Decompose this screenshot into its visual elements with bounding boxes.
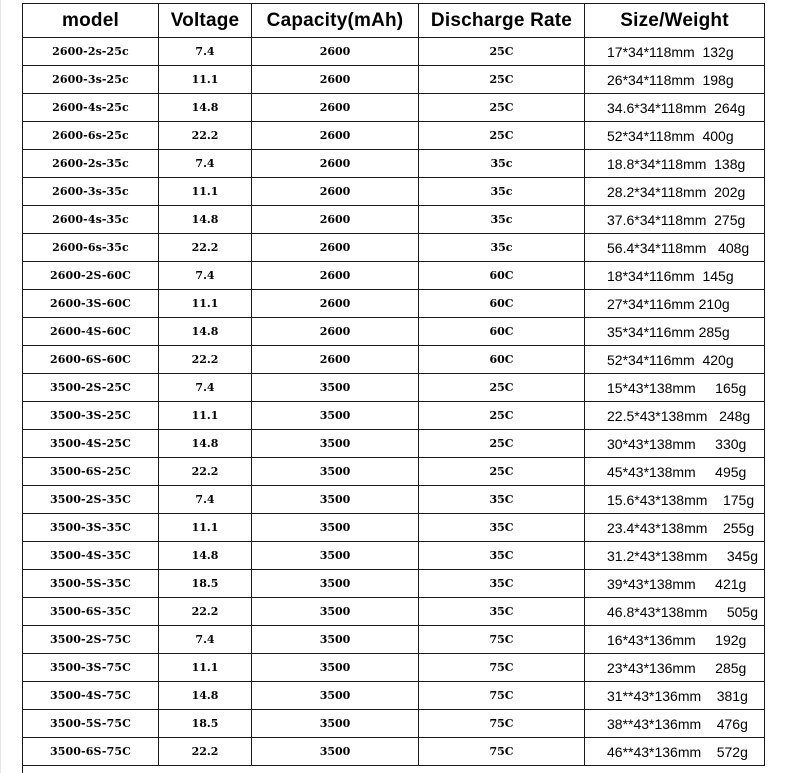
table-row <box>23 570 765 598</box>
size-weight-cell[interactable]: 18*34*116mm 145g <box>585 262 765 290</box>
table-row <box>23 206 765 234</box>
capacity-cell[interactable]: 3500 <box>252 570 419 598</box>
model-cell[interactable]: 3500-5S-35C <box>23 570 159 598</box>
voltage-cell[interactable]: 7.4 <box>159 38 252 66</box>
model-cell[interactable]: 2600-3s-35c <box>23 178 159 206</box>
table-row <box>23 738 765 766</box>
discharge-rate-cell[interactable]: 35C <box>419 598 585 626</box>
discharge-rate-cell[interactable]: 60C <box>419 262 585 290</box>
discharge-rate-cell[interactable]: 25C <box>419 374 585 402</box>
table-row <box>23 94 765 122</box>
size-weight-cell[interactable]: 27*34*116mm 210g <box>585 290 765 318</box>
size-weight-cell[interactable]: 35*34*116mm 285g <box>585 318 765 346</box>
header-row <box>23 4 765 38</box>
voltage-cell[interactable]: 14.8 <box>159 94 252 122</box>
discharge-rate-cell[interactable]: 35c <box>419 150 585 178</box>
next-row-edge <box>22 766 764 773</box>
capacity-cell[interactable]: 3500 <box>252 430 419 458</box>
capacity-cell[interactable]: 3500 <box>252 458 419 486</box>
discharge-rate-cell[interactable]: 25C <box>419 38 585 66</box>
voltage-cell[interactable]: 18.5 <box>159 710 252 738</box>
table-row <box>23 710 765 738</box>
model-cell[interactable]: 3500-3S-25C <box>23 402 159 430</box>
capacity-cell[interactable]: 3500 <box>252 542 419 570</box>
table-row <box>23 374 765 402</box>
size-weight-cell[interactable]: 15*43*138mm 165g <box>585 374 765 402</box>
capacity-cell[interactable]: 3500 <box>252 374 419 402</box>
model-cell[interactable]: 3500-6S-75C <box>23 738 159 766</box>
voltage-cell[interactable]: 11.1 <box>159 514 252 542</box>
table-row <box>23 262 765 290</box>
table-row <box>23 598 765 626</box>
table-row <box>23 486 765 514</box>
model-cell[interactable]: 3500-4S-35C <box>23 542 159 570</box>
header-size-weight[interactable]: Size/Weight <box>585 4 765 38</box>
table-row <box>23 122 765 150</box>
discharge-rate-cell[interactable]: 35C <box>419 542 585 570</box>
table-row <box>23 542 765 570</box>
discharge-rate-cell[interactable]: 35c <box>419 178 585 206</box>
model-cell[interactable]: 2600-6s-35c <box>23 234 159 262</box>
capacity-cell[interactable]: 3500 <box>252 738 419 766</box>
header-capacity[interactable]: Capacity(mAh) <box>252 4 419 38</box>
model-cell[interactable]: 3500-2S-25C <box>23 374 159 402</box>
voltage-cell[interactable]: 11.1 <box>159 178 252 206</box>
model-cell[interactable]: 3500-4S-25C <box>23 430 159 458</box>
discharge-rate-cell[interactable]: 75C <box>419 710 585 738</box>
table-row <box>23 430 765 458</box>
table-row <box>23 682 765 710</box>
discharge-rate-cell[interactable]: 35c <box>419 234 585 262</box>
voltage-cell[interactable]: 11.1 <box>159 402 252 430</box>
table-row <box>23 458 765 486</box>
capacity-cell[interactable]: 3500 <box>252 626 419 654</box>
model-cell[interactable]: 3500-3S-35C <box>23 514 159 542</box>
table-row <box>23 346 765 374</box>
voltage-cell[interactable]: 7.4 <box>159 262 252 290</box>
voltage-cell[interactable]: 18.5 <box>159 570 252 598</box>
discharge-rate-cell[interactable]: 25C <box>419 458 585 486</box>
discharge-rate-cell[interactable]: 25C <box>419 402 585 430</box>
model-cell[interactable]: 2600-2s-35c <box>23 150 159 178</box>
capacity-cell[interactable]: 2600 <box>252 262 419 290</box>
voltage-cell[interactable]: 11.1 <box>159 66 252 94</box>
discharge-rate-cell[interactable]: 35C <box>419 514 585 542</box>
capacity-cell[interactable]: 3500 <box>252 654 419 682</box>
model-cell[interactable]: 2600-2s-25c <box>23 38 159 66</box>
discharge-rate-cell[interactable]: 75C <box>419 654 585 682</box>
voltage-cell[interactable]: 11.1 <box>159 654 252 682</box>
header-discharge-rate[interactable]: Discharge Rate <box>419 4 585 38</box>
capacity-cell[interactable]: 2600 <box>252 94 419 122</box>
table-row <box>23 38 765 66</box>
model-cell[interactable]: 2600-6S-60C <box>23 346 159 374</box>
capacity-cell[interactable]: 3500 <box>252 486 419 514</box>
discharge-rate-cell[interactable]: 60C <box>419 318 585 346</box>
size-weight-cell[interactable]: 52*34*118mm 400g <box>585 122 765 150</box>
model-cell[interactable]: 3500-2S-35C <box>23 486 159 514</box>
discharge-rate-cell[interactable]: 60C <box>419 346 585 374</box>
table-row <box>23 290 765 318</box>
table-row <box>23 514 765 542</box>
voltage-cell[interactable]: 14.8 <box>159 430 252 458</box>
voltage-cell[interactable]: 7.4 <box>159 486 252 514</box>
capacity-cell[interactable]: 3500 <box>252 598 419 626</box>
size-weight-cell[interactable]: 23.4*43*138mm 255g <box>585 514 765 542</box>
discharge-rate-cell[interactable]: 60C <box>419 290 585 318</box>
size-weight-cell[interactable]: 31.2*43*138mm 345g <box>585 542 765 570</box>
size-weight-cell[interactable]: 39*43*138mm 421g <box>585 570 765 598</box>
voltage-cell[interactable]: 22.2 <box>159 122 252 150</box>
capacity-cell[interactable]: 2600 <box>252 122 419 150</box>
size-weight-cell[interactable]: 28.2*34*118mm 202g <box>585 178 765 206</box>
model-cell[interactable]: 2600-4s-35c <box>23 206 159 234</box>
capacity-cell[interactable]: 2600 <box>252 318 419 346</box>
table-row <box>23 178 765 206</box>
header-voltage[interactable]: Voltage <box>159 4 252 38</box>
table-row <box>23 654 765 682</box>
model-cell[interactable]: 2600-3S-60C <box>23 290 159 318</box>
capacity-cell[interactable]: 2600 <box>252 290 419 318</box>
size-weight-cell[interactable]: 34.6*34*118mm 264g <box>585 94 765 122</box>
capacity-cell[interactable]: 3500 <box>252 402 419 430</box>
model-cell[interactable]: 3500-4S-75C <box>23 682 159 710</box>
voltage-cell[interactable]: 22.2 <box>159 234 252 262</box>
capacity-cell[interactable]: 2600 <box>252 38 419 66</box>
size-weight-cell[interactable]: 30*43*138mm 330g <box>585 430 765 458</box>
model-cell[interactable]: 2600-4s-25c <box>23 94 159 122</box>
voltage-cell[interactable]: 11.1 <box>159 290 252 318</box>
capacity-cell[interactable]: 2600 <box>252 346 419 374</box>
model-cell[interactable]: 3500-3S-75C <box>23 654 159 682</box>
capacity-cell[interactable]: 2600 <box>252 234 419 262</box>
table-row <box>23 150 765 178</box>
size-weight-cell[interactable]: 22.5*43*138mm 248g <box>585 402 765 430</box>
voltage-cell[interactable]: 14.8 <box>159 318 252 346</box>
discharge-rate-cell[interactable]: 25C <box>419 94 585 122</box>
size-weight-cell[interactable]: 18.8*34*118mm 138g <box>585 150 765 178</box>
model-cell[interactable]: 3500-5S-75C <box>23 710 159 738</box>
model-cell[interactable]: 3500-6S-35C <box>23 598 159 626</box>
table-row <box>23 318 765 346</box>
header-model[interactable]: model <box>23 4 159 38</box>
model-cell[interactable]: 2600-6s-25c <box>23 122 159 150</box>
voltage-cell[interactable]: 14.8 <box>159 682 252 710</box>
table-row <box>23 66 765 94</box>
discharge-rate-cell[interactable]: 35C <box>419 570 585 598</box>
size-weight-cell[interactable]: 52*34*116mm 420g <box>585 346 765 374</box>
capacity-cell[interactable]: 3500 <box>252 710 419 738</box>
voltage-cell[interactable]: 7.4 <box>159 374 252 402</box>
capacity-cell[interactable]: 2600 <box>252 206 419 234</box>
model-cell[interactable]: 3500-6S-25C <box>23 458 159 486</box>
size-weight-cell[interactable]: 45*43*138mm 495g <box>585 458 765 486</box>
capacity-cell[interactable]: 2600 <box>252 150 419 178</box>
table-body <box>23 38 765 766</box>
voltage-cell[interactable]: 7.4 <box>159 626 252 654</box>
discharge-rate-cell[interactable]: 25C <box>419 66 585 94</box>
voltage-cell[interactable]: 14.8 <box>159 206 252 234</box>
discharge-rate-cell[interactable]: 35C <box>419 486 585 514</box>
size-weight-cell[interactable]: 16*43*136mm 192g <box>585 626 765 654</box>
size-weight-cell[interactable]: 15.6*43*138mm 175g <box>585 486 765 514</box>
table-row <box>23 402 765 430</box>
model-cell[interactable]: 3500-2S-75C <box>23 626 159 654</box>
discharge-rate-cell[interactable]: 75C <box>419 682 585 710</box>
size-weight-cell[interactable]: 46.8*43*138mm 505g <box>585 598 765 626</box>
size-weight-cell[interactable]: 38**43*136mm 476g <box>585 710 765 738</box>
model-cell[interactable]: 2600-4S-60C <box>23 318 159 346</box>
table-row <box>23 234 765 262</box>
voltage-cell[interactable]: 14.8 <box>159 542 252 570</box>
model-cell[interactable]: 2600-2S-60C <box>23 262 159 290</box>
size-weight-cell[interactable]: 26*34*118mm 198g <box>585 66 765 94</box>
capacity-cell[interactable]: 3500 <box>252 682 419 710</box>
discharge-rate-cell[interactable]: 25C <box>419 430 585 458</box>
size-weight-cell[interactable]: 46**43*136mm 572g <box>585 738 765 766</box>
discharge-rate-cell[interactable]: 75C <box>419 738 585 766</box>
size-weight-cell[interactable]: 23*43*136mm 285g <box>585 654 765 682</box>
model-cell[interactable]: 2600-3s-25c <box>23 66 159 94</box>
discharge-rate-cell[interactable]: 75C <box>419 626 585 654</box>
size-weight-cell[interactable]: 56.4*34*118mm 408g <box>585 234 765 262</box>
voltage-cell[interactable]: 22.2 <box>159 346 252 374</box>
capacity-cell[interactable]: 3500 <box>252 514 419 542</box>
table-row <box>23 626 765 654</box>
size-weight-cell[interactable]: 37.6*34*118mm 275g <box>585 206 765 234</box>
capacity-cell[interactable]: 2600 <box>252 178 419 206</box>
battery-spec-table <box>22 3 765 766</box>
size-weight-cell[interactable]: 17*34*118mm 132g <box>585 38 765 66</box>
discharge-rate-cell[interactable]: 35c <box>419 206 585 234</box>
voltage-cell[interactable]: 22.2 <box>159 458 252 486</box>
capacity-cell[interactable]: 2600 <box>252 66 419 94</box>
voltage-cell[interactable]: 22.2 <box>159 598 252 626</box>
size-weight-cell[interactable]: 31**43*136mm 381g <box>585 682 765 710</box>
discharge-rate-cell[interactable]: 25C <box>419 122 585 150</box>
voltage-cell[interactable]: 7.4 <box>159 150 252 178</box>
voltage-cell[interactable]: 22.2 <box>159 738 252 766</box>
